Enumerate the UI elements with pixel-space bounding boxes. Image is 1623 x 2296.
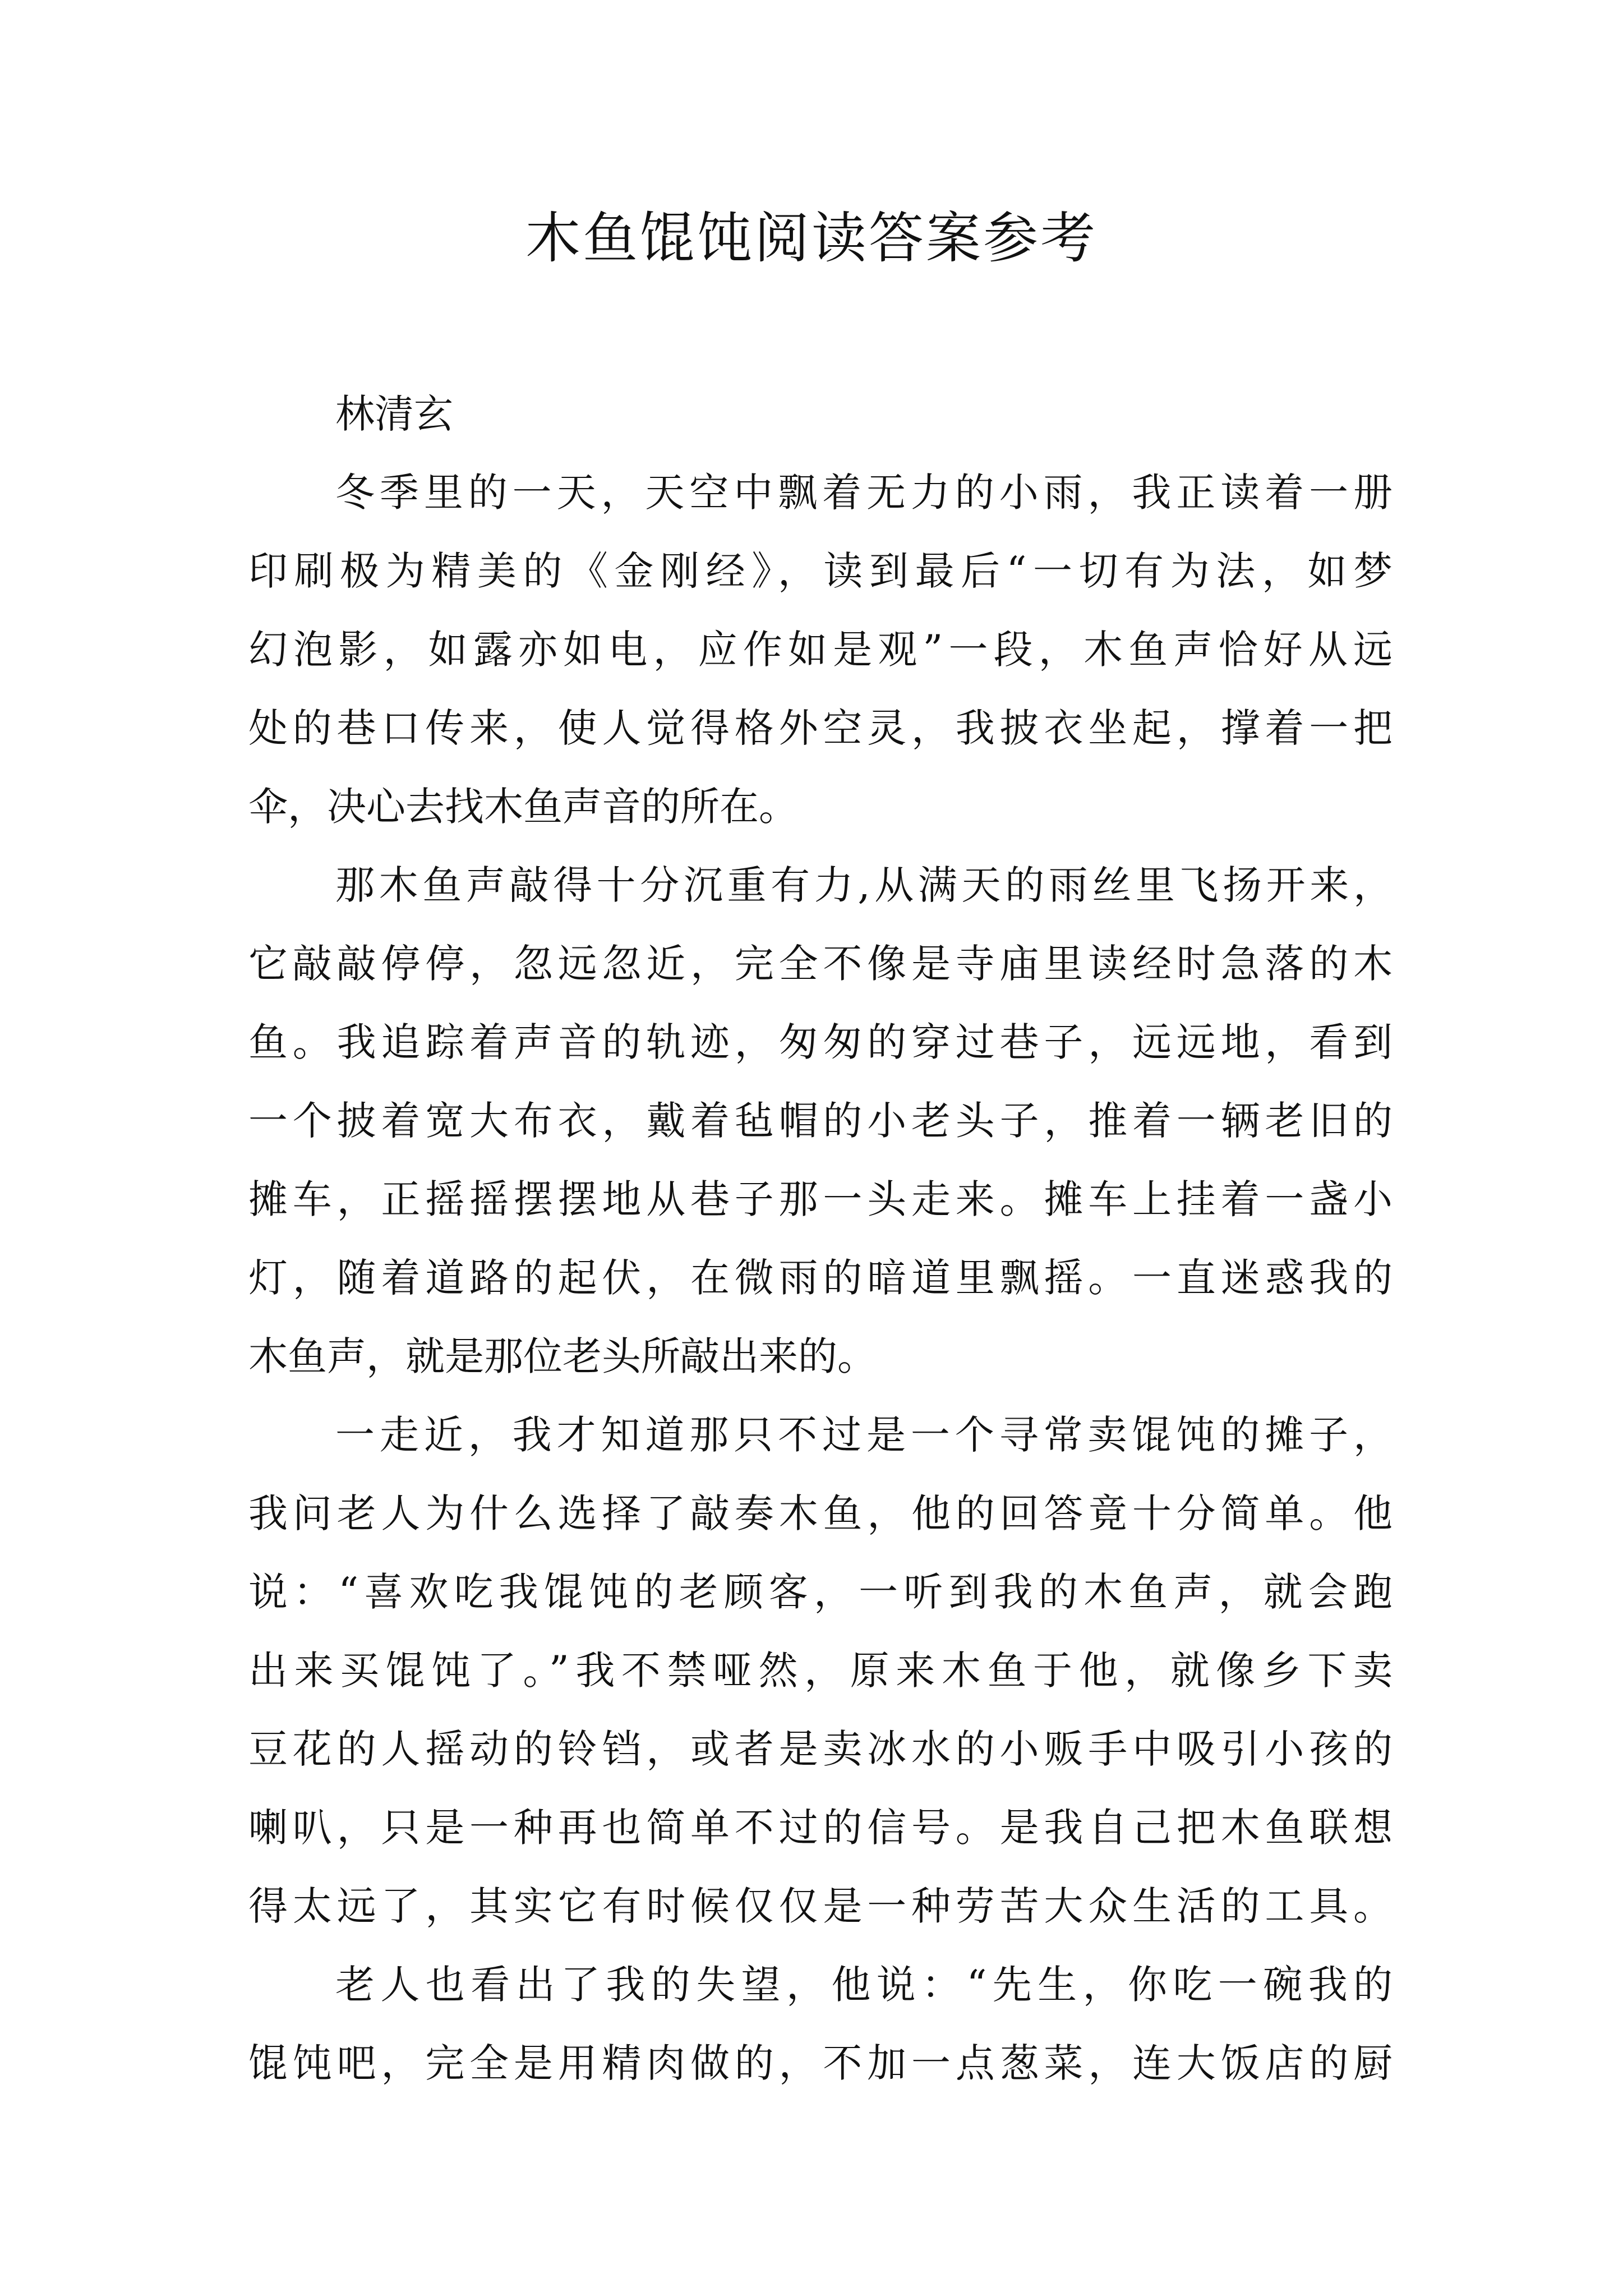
paragraph-3-line-2: 我问老人为什么选择了敲奏木鱼，他的回答竟十分简单。他 [248, 1490, 1393, 1536]
paragraph-2-line-7: 木鱼声，就是那位老头所敲出来的。 [248, 1333, 877, 1379]
paragraph-2-line-1: 那木鱼声敲得十分沉重有力,从满天的雨丝里飞扬开来， [335, 862, 1393, 908]
paragraph-2-line-4: 一个披着宽大布衣，戴着毡帽的小老头子，推着一辆老旧的 [248, 1098, 1393, 1144]
paragraph-3-line-4: 出来买馄饨了。”我不禁哑然，原来木鱼于他，就像乡下卖 [248, 1648, 1393, 1694]
paragraph-4-line-2: 馄饨吧，完全是用精肉做的，不加一点葱菜，连大饭店的厨 [248, 2040, 1393, 2086]
document-title: 木鱼馄饨阅读答案参考 [525, 206, 1098, 270]
paragraph-3-line-1: 一走近，我才知道那只不过是一个寻常卖馄饨的摊子， [335, 1412, 1393, 1458]
paragraph-3-line-6: 喇叭，只是一种再也简单不过的信号。是我自己把木鱼联想 [248, 1805, 1393, 1851]
paragraph-1-line-3: 幻泡影，如露亦如电，应作如是观”一段，木鱼声恰好从远 [248, 627, 1393, 673]
paragraph-4-line-1: 老人也看出了我的失望，他说：“先生，你吃一碗我的 [335, 1962, 1393, 2008]
paragraph-1-line-5: 伞，决心去找木鱼声音的所在。 [248, 784, 798, 830]
paragraph-2-line-6: 灯，随着道路的起伏，在微雨的暗道里飘摇。一直迷惑我的 [248, 1255, 1393, 1301]
paragraph-2-line-5: 摊车，正摇摇摆摆地从巷子那一头走来。摊车上挂着一盏小 [248, 1176, 1393, 1222]
document-body [248, 375, 1393, 2102]
paragraph-2-line-2: 它敲敲停停，忽远忽近，完全不像是寺庙里读经时急落的木 [248, 941, 1393, 987]
paragraph-1-line-1: 冬季里的一天，天空中飘着无力的小雨，我正读着一册 [335, 470, 1393, 516]
paragraph-3-line-7: 得太远了，其实它有时候仅仅是一种劳苦大众生活的工具。 [248, 1883, 1393, 1929]
paragraph-1-line-2: 印刷极为精美的《金刚经》，读到最后“一切有为法，如梦 [248, 548, 1393, 594]
paragraph-3-line-3: 说：“喜欢吃我馄饨的老顾客，一听到我的木鱼声，就会跑 [248, 1569, 1393, 1615]
paragraph-2-line-3: 鱼。我追踪着声音的轨迹，匆匆的穿过巷子，远远地，看到 [248, 1019, 1393, 1065]
paragraph-1-line-4: 处的巷口传来，使人觉得格外空灵，我披衣坐起，撑着一把 [248, 705, 1393, 751]
author-line: 林清玄 [335, 391, 453, 437]
paragraph-3-line-5: 豆花的人摇动的铃铛，或者是卖冰水的小贩手中吸引小孩的 [248, 1726, 1393, 1772]
